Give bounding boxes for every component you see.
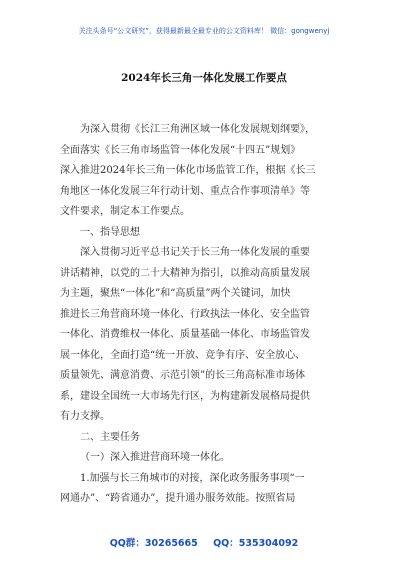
body-line: 为深入贯彻《长江三角洲区域一体化发展规划纲要》，: [80, 124, 315, 135]
footer-contact: [0, 535, 408, 549]
body-line: 有力支撑。: [60, 411, 110, 422]
body-line: 深入贯彻习近平总书记关于长三角一体化发展的重要: [80, 247, 310, 258]
body-line: 推进长三角营商环境一体化、行政执法一体化、安全监管: [60, 308, 310, 320]
body-line: 展一体化，全面打造“统一开放、竞争有序、安全放心、: [60, 349, 306, 361]
body-line: 二、主要任务: [80, 431, 140, 443]
body-line: （一）深入推进营商环境一体化。: [80, 452, 230, 463]
body-line: 一体化、消费维权一体化、质量基础一体化、市场监管发: [60, 329, 310, 340]
body-line: 1.加强与长三角城市的对接，深化政务服务事项“一: [80, 472, 305, 484]
document-title: 2024年长三角一体化发展工作要点: [121, 72, 287, 84]
header-banner: 关注头条号“公文研究”，获得最新最全最专业的公文资料库！ 微信：gongwenyj: [78, 27, 330, 35]
body-line: 角地区一体化发展三年行动计划、重点合作事项清单》等: [60, 185, 310, 197]
footer-qq: QQ：535304092: [213, 538, 299, 549]
document-body: [60, 120, 350, 510]
body-line: 深入推进2024年长三角一体化市场监管工作，根据《长三: [60, 165, 316, 176]
body-line: 文件要求，制定本工作要点。: [60, 206, 190, 217]
body-line: 讲话精神，以党的二十大精神为指引，以推动高质量发展: [60, 267, 310, 279]
footer-qq-group: QQ群：30265665: [109, 538, 198, 549]
body-line: 全面落实《长三角市场监管一体化发展“十四五”规划》: [60, 144, 301, 156]
body-line: 网通办”、“跨省通办”，提升通办服务效能。按照省局: [60, 493, 296, 504]
body-line: 为主题，聚焦“一体化”和“高质量”两个关键词，加快: [60, 288, 291, 299]
body-line: 质量领先、满意消费、示范引领”的长三角高标准市场体: [60, 370, 306, 381]
body-line: 一、指导思想: [80, 226, 140, 238]
body-line: 系，建设全国统一大市场先行区，为构建新发展格局提供: [60, 390, 310, 402]
